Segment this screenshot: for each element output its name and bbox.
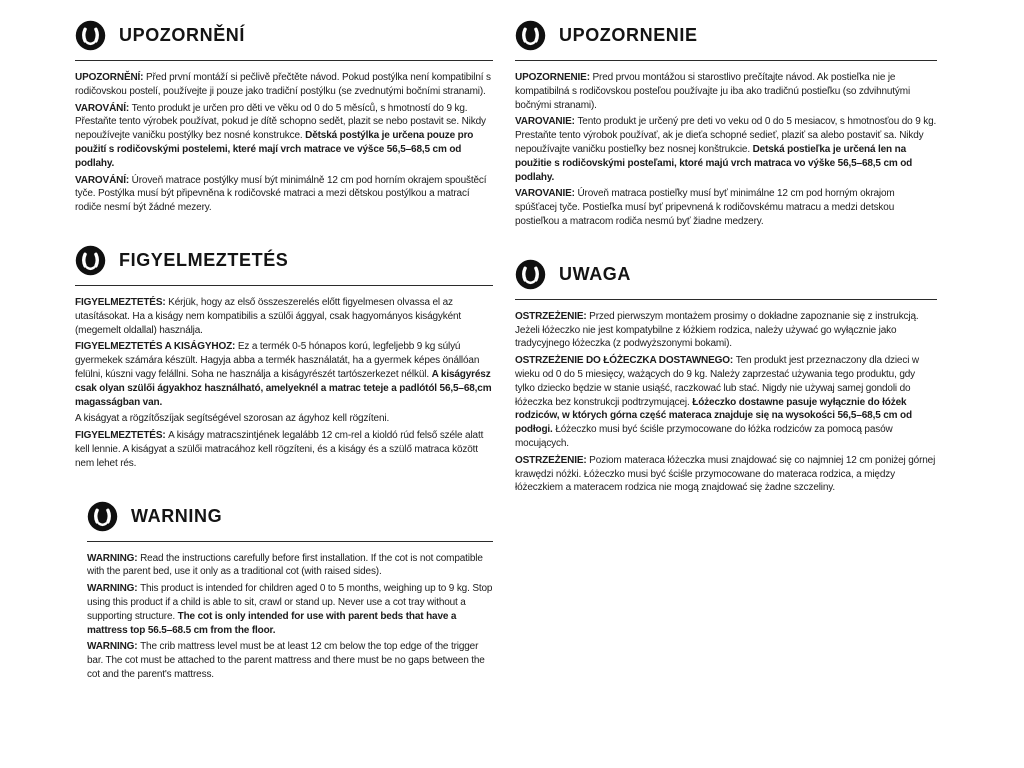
section-body: [75, 296, 493, 471]
warning-paragraph: VAROVANIE: Tento produkt je určený pre deti vo veku od 0 do 5 mesiacov, s hmotnosťou do 9 kg. Prestaňte tento výrobok používať, ak je dieťa schopné sedieť, plaziť sa alebo postaviť sa. Nikdy nepoužívajte vaničku postieľky bez nosnej konštrukcie. Detská postieľka je určená len na použitie s rodičovskými posteľami, ktoré majú vrch matraca vo výške 56,5–68,5 cm od podlahy.: [515, 116, 937, 183]
section-uwaga-pl: [515, 259, 937, 495]
warning-paragraph: OSTRZEŻENIE: Przed pierwszym montażem prosimy o dokładne zapoznanie się z instrukcją. Jeżeli łóżeczko nie jest kompatybilne z łóżkiem rodzica, należy używać go wyłącznie jako tradycyjnego łóżeczka (z podwyższonymi bokami).: [515, 310, 919, 350]
section-upozornenie-sk: [515, 20, 937, 229]
warning-paragraph: OSTRZEŻENIE DO ŁÓŻECZKA DOSTAWNEGO: Ten produkt jest przeznaczony dla dzieci w wieku od 0 do 5 miesięcy, ważących do 9 kg. Należy zaprzestać używania tego produktu, gdy tylko dziecko będzie w stanie usiąść, raczkować lub stać. Nigdy nie używaj samej gondoli do łóżeczka bez konstrukcji podtrzymującej. Łóżeczko dostawne pasuje wyłącznie do łóżek rodziców, w których górna część materaca znajduje się na wysokości 56,5–68,5 cm od podłogi. Łóżeczko musi być ściśle przymocowane do łóżka rodziców za pomocą pasów mocujących.: [515, 355, 919, 449]
caution-hands-icon: [75, 245, 106, 276]
warning-paragraph: VAROVANIE: Úroveň matraca postieľky musí byť minimálne 12 cm pod horným okrajom spúšťacej tyče. Postieľka musí byť pripevnená k rodičovskému matracu a medzi detskou postieľkou a matracom rodiča nesmú byť žiadne medzery.: [515, 188, 895, 227]
section-body: [75, 71, 493, 215]
right-column: [515, 20, 937, 525]
warning-paragraph: VAROVÁNÍ: Úroveň matrace postýlky musí být minimálně 12 cm pod horním okrajem spouštěcí tyče. Postýlka musí být připevněna k rodičovské matraci a mezi dětskou postýlkou a matrací rodiče nesmí být žádné mezery.: [75, 174, 487, 214]
section-body: [515, 71, 937, 229]
section-title: FIGYELMEZTETÉS: [119, 249, 289, 270]
section-figyelmeztetes-hu: [75, 245, 493, 471]
section-header: [515, 259, 937, 300]
section-header: [75, 20, 493, 61]
section-header: [87, 501, 493, 542]
warning-paragraph: WARNING: Read the instructions carefully before first installation. If the cot is not compatible with the parent bed, use it only as a traditional cot (with raised sides).: [87, 552, 483, 578]
section-title: WARNING: [131, 505, 223, 526]
warning-paragraph: FIGYELMEZTETÉS: Kérjük, hogy az első összeszerelés előtt figyelmesen olvassa el az utasításokat. Ha a kiságy nem kompatibilis a szülői ággyal, csak hagyományos kiságyként (megemelt oldallal) használja.: [75, 296, 462, 336]
section-body: [87, 552, 493, 682]
warning-paragraph: UPOZORNENIE: Pred prvou montážou si starostlivo prečítajte návod. Ak postieľka nie je kompatibilná s rodičovskou posteľou používajte ju iba ako tradičnú postieľku (so zdvihnutými bočnými stranami).: [515, 72, 911, 111]
caution-hands-icon: [515, 20, 546, 51]
warning-paragraph: OSTRZEŻENIE: Poziom materaca łóżeczka musi znajdować się co najmniej 12 cm poniżej górnej krawędzi nóżki. Łóżeczko musi być ściśle przymocowane do materaca rodzica, a między łóżeczkiem a materacem rodzica nie mogą znajdować się żadne szczeliny.: [515, 454, 936, 494]
left-column: [75, 20, 493, 712]
warning-paragraph: FIGYELMEZTETÉS A KISÁGYHOZ: Ez a termék 0-5 hónapos korú, legfeljebb 9 kg súlyú gyermekek számára készült. Hagyja abba a termék használatát, ha a gyermek képes önállóan felülni, kúszni vagy felállni. Soha ne használja a kiságyrészét tartószerkezet nélkül. A kiságyrész csak olyan szülői ágyakhoz használható, amelyeknél a matrac teteje a padlótól 56,5–68,cm magasságban van.: [75, 341, 492, 408]
section-warning-en: [87, 501, 493, 682]
section-title: UPOZORNĚNÍ: [119, 25, 246, 45]
caution-hands-icon: [87, 501, 118, 532]
section-title: UWAGA: [559, 263, 631, 284]
section-upozorneni-cz: [75, 20, 493, 215]
section-title: UPOZORNENIE: [559, 25, 698, 45]
section-header: [75, 245, 493, 286]
warning-paragraph: VAROVÁNÍ: Tento produkt je určen pro děti ve věku od 0 do 5 měsíců, s hmotností do 9 kg. Přestaňte tento výrobek používat, pokud je dítě schopno sedět, plazit se nebo postavit se. Nikdy nepoužívejte vaničku postýlky bez nosné konstrukce. Dětská postýlka je určena pouze pro použití s rodičovskými postelemi, které mají vrch matrace ve výšce 56,5–68,5 cm od podlahy.: [75, 102, 486, 169]
caution-hands-icon: [75, 20, 106, 51]
section-header: [515, 20, 937, 61]
warning-paragraph: WARNING: The crib mattress level must be at least 12 cm below the top edge of the trigger bar. The cot must be attached to the parent mattress and there must be no gaps between the cot and the parent's mattress.: [87, 641, 485, 680]
warning-paragraph: WARNING: This product is intended for children aged 0 to 5 months, weighing up to 9 kg. Stop using this product if a child is able to sit, crawl or stand up. Never use a cot tray without a supporting structure. The cot is only intended for use with parent beds that have a mattress top 56.5–68.5 cm from the floor.: [87, 583, 493, 636]
warning-paragraph: A kiságyat a rögzítőszíjak segítségével szorosan az ágyhoz kell rögzíteni.: [75, 413, 390, 425]
warning-paragraph: UPOZORNĚNÍ: Před první montáží si pečlivě přečtěte návod. Pokud postýlka není kompatibilní s rodičovskou postelí, používejte ji pouze jako tradiční postýlku (se zvednutými bočními stranami).: [75, 72, 491, 97]
section-body: [515, 310, 937, 495]
warning-paragraph: FIGYELMEZTETÉS: A kiságy matracszintjének legalább 12 cm-rel a kioldó rúd felső széle alatt kell lennie. A kiságyat a szülői matracához kell rögzíteni, és a kiságy és a szülő matraca között nem lehet rés.: [75, 430, 484, 469]
caution-hands-icon: [515, 259, 546, 290]
